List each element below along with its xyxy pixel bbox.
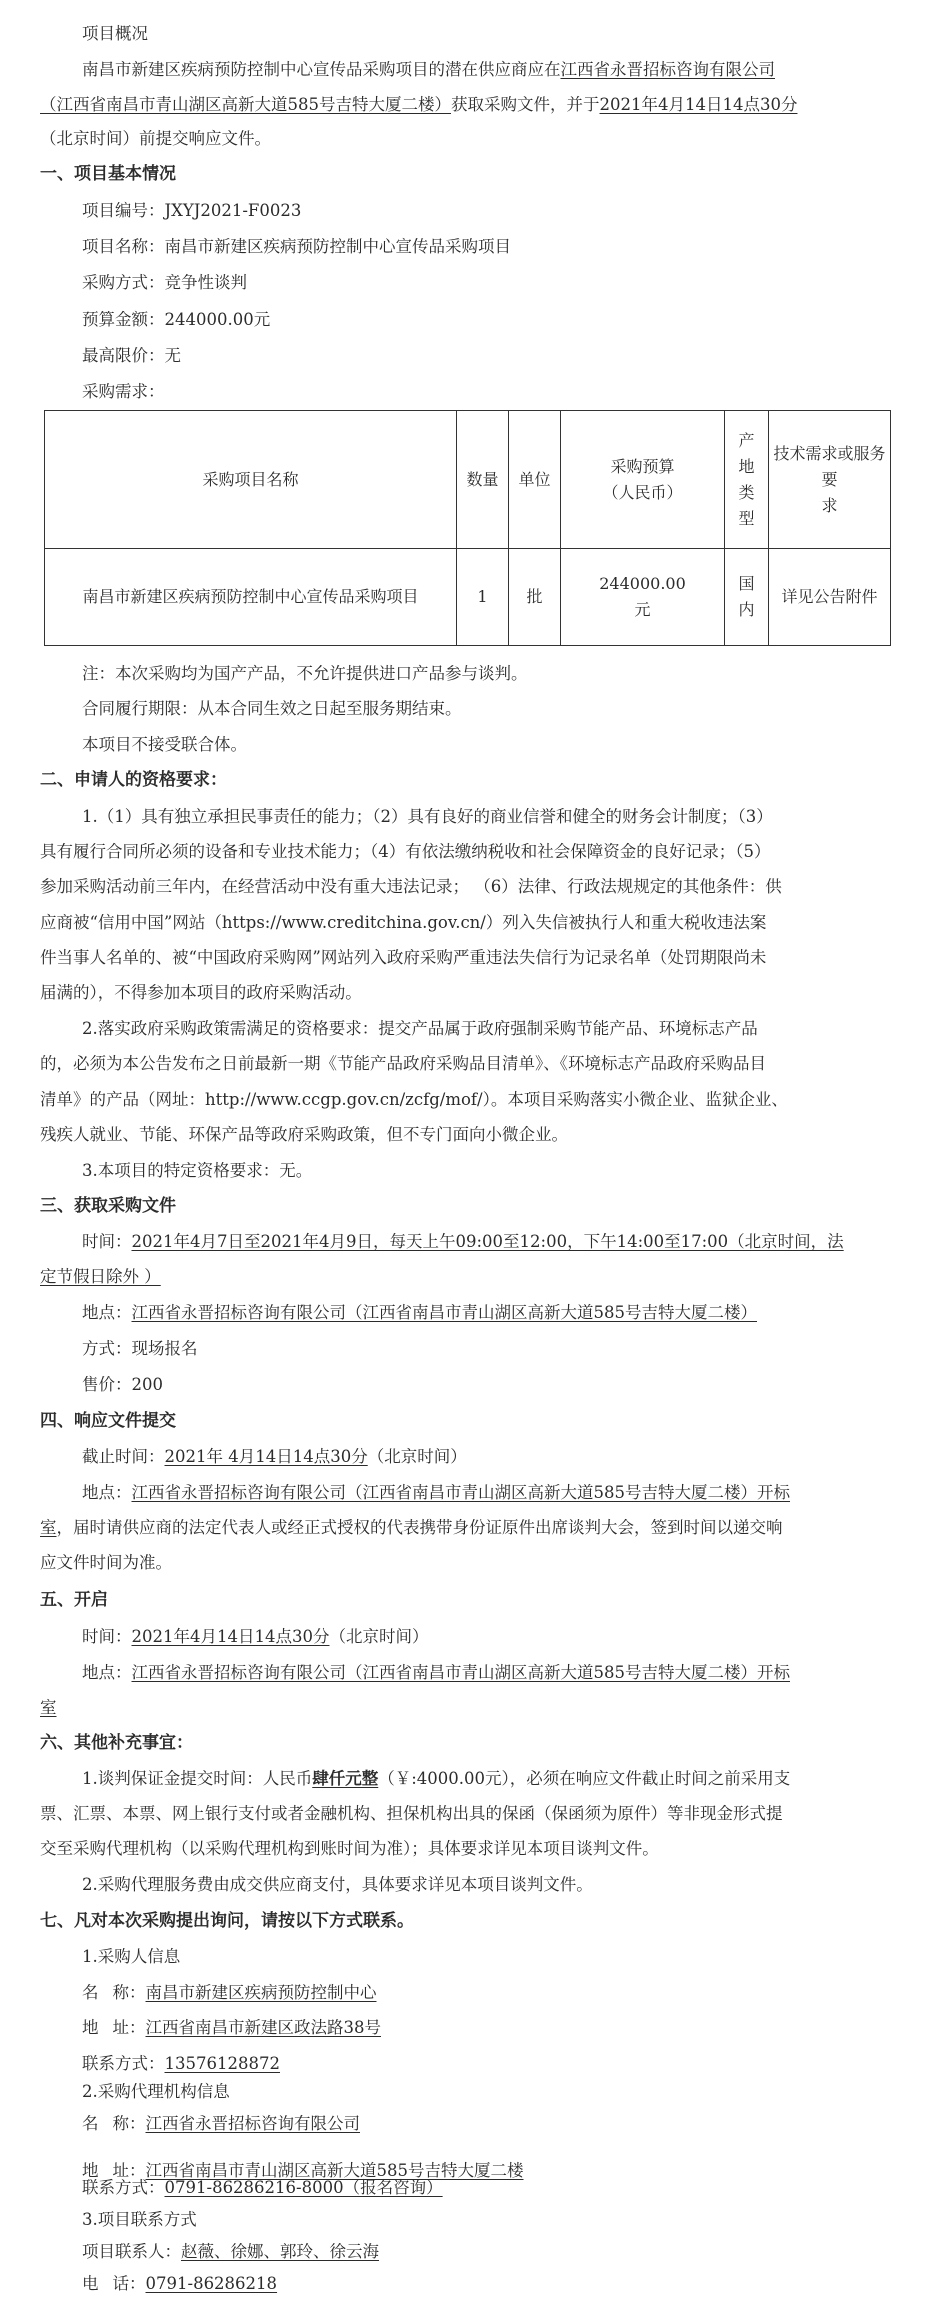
buyer-address: 地址：江西省南昌市新建区政法路38号 [82, 2018, 381, 2037]
note-domestic: 注：本次采购均为国产产品，不允许提供进口产品参与谈判。 [82, 664, 528, 683]
submission-place-line-2: 室，届时请供应商的法定代表人或经正式授权的代表携带身份证原件出席谈判大会，签到时间以递交响 [40, 1518, 783, 1537]
qualification-1-line-6: 届满的），不得参加本项目的政府采购活动。 [40, 983, 362, 1002]
obtain-time-line-1: 时间：2021年4月7日至2021年4月9日，每天上午09:00至12:00，下午14:00至17:00（北京时间，法 [82, 1232, 844, 1251]
obtain-mode: 方式：现场报名 [82, 1339, 198, 1358]
buyer-info-heading: 1.采购人信息 [82, 1947, 181, 1966]
header-origin: 产 地 类 型 [725, 411, 769, 549]
section-5-title: 五、开启 [40, 1590, 108, 1610]
cell-origin: 国 内 [725, 549, 769, 646]
document-price: 售价：200 [82, 1375, 163, 1394]
overview-line-3: （北京时间）前提交响应文件。 [40, 129, 271, 148]
agency-name: 名称：江西省永晋招标咨询有限公司 [82, 2114, 360, 2133]
header-budget: 采购预算 （人民币） [561, 411, 725, 549]
agency-address: 地址：江西省南昌市青山湖区高新大道585号吉特大厦二楼 [82, 2161, 524, 2180]
qualification-1-line-4: 应商被“信用中国”网站（https://www.creditchina.gov.cn/）列入失信被执行人和重大税收违法案 [40, 913, 767, 932]
table-header-row [45, 411, 891, 549]
qualification-2-line-3: 清单》的产品（网址：http://www.ccgp.gov.cn/zcfg/mof/）。本项目采购落实小微企业、监狱企业、 [40, 1090, 788, 1109]
requirement-label: 采购需求： [82, 382, 165, 401]
cell-quantity: 1 [457, 549, 509, 646]
header-unit: 单位 [509, 411, 561, 549]
max-price: 最高限价：无 [82, 346, 181, 365]
project-contacts: 项目联系人：赵薇、徐娜、郭玲、徐云海 [82, 2242, 379, 2261]
obtain-place: 地点：江西省永晋招标咨询有限公司（江西省南昌市青山湖区高新大道585号吉特大厦二楼） [82, 1303, 757, 1322]
cell-item-name: 南昌市新建区疾病预防控制中心宣传品采购项目 [45, 549, 457, 646]
header-item-name: 采购项目名称 [45, 411, 457, 549]
cell-unit: 批 [509, 549, 561, 646]
project-number: 项目编号：JXYJ2021-F0023 [82, 201, 302, 220]
contract-period: 合同履行期限：从本合同生效之日起至服务期结束。 [82, 699, 462, 718]
overview-line-2: （江西省南昌市青山湖区高新大道585号吉特大厦二楼）获取采购文件，并于2021年4月14日14点30分 [40, 95, 798, 114]
deposit-line-2: 票、汇票、本票、网上银行支付或者金融机构、担保机构出具的保函（保函须为原件）等非现金形式提 [40, 1804, 783, 1823]
project-contact-heading: 3.项目联系方式 [82, 2210, 197, 2229]
section-3-title: 三、获取采购文件 [40, 1196, 176, 1216]
cell-tech-requirements: 详见公告附件 [769, 549, 891, 646]
section-6-title: 六、其他补充事宜： [40, 1733, 193, 1753]
procurement-method: 采购方式：竞争性谈判 [82, 273, 247, 292]
submission-place-line-1: 地点：江西省永晋招标咨询有限公司（江西省南昌市青山湖区高新大道585号吉特大厦二楼）开标 [82, 1483, 790, 1502]
section-7-title: 七、凡对本次采购提出询问，请按以下方式联系。 [40, 1911, 414, 1931]
agency-name-link: 江西省永晋招标咨询有限公司 [560, 60, 775, 79]
budget-amount: 预算金额：244000.00元 [82, 310, 271, 329]
project-phone: 电话：0791-86286218 [82, 2274, 278, 2293]
agency-address: （江西省南昌市青山湖区高新大道585号吉特大厦二楼） [40, 95, 451, 114]
obtain-time-line-2: 定节假日除外 ） [40, 1267, 161, 1286]
submission-deadline: 截止时间：2021年 4月14日14点30分（北京时间） [82, 1447, 467, 1466]
section-2-title: 二、申请人的资格要求： [40, 770, 227, 790]
deposit-amount: 肆仟元整 [312, 1769, 379, 1788]
qualification-1-line-3: 参加采购活动前三年内，在经营活动中没有重大违法记录； （6）法律、行政法规规定的其他条件：供 [40, 877, 782, 896]
project-name: 项目名称：南昌市新建区疾病预防控制中心宣传品采购项目 [82, 237, 511, 256]
cell-budget: 244000.00 元 [561, 549, 725, 646]
qualification-1-line-1: 1.（1）具有独立承担民事责任的能力；（2）具有良好的商业信誉和健全的财务会计制度；（3） [82, 807, 773, 826]
qualification-3: 3.本项目的特定资格要求：无。 [82, 1161, 313, 1180]
overview-line-1: 南昌市新建区疾病预防控制中心宣传品采购项目的潜在供应商应在江西省永晋招标咨询有限公司 [82, 60, 775, 79]
section-1-title: 一、项目基本情况 [40, 164, 176, 184]
table-row [45, 549, 891, 646]
consortium-note: 本项目不接受联合体。 [82, 735, 247, 754]
service-fee: 2.采购代理服务费由成交供应商支付，具体要求详见本项目谈判文件。 [82, 1875, 593, 1894]
header-tech-requirements: 技术需求或服务要 求 [769, 411, 891, 549]
buyer-name: 名称：南昌市新建区疾病预防控制中心 [82, 1983, 377, 2002]
qualification-2-line-2: 的，必须为本公告发布之日前最新一期《节能产品政府采购品目清单》、《环境标志产品政府采购品目 [40, 1054, 766, 1073]
submission-place-line-3: 应文件时间为准。 [40, 1553, 172, 1572]
qualification-2-line-1: 2.落实政府采购政策需满足的资格要求：提交产品属于政府强制采购节能产品、环境标志产品 [82, 1019, 758, 1038]
requirements-table [44, 410, 891, 646]
qualification-2-line-4: 残疾人就业、节能、环保产品等政府采购政策，但不专门面向小微企业。 [40, 1125, 568, 1144]
agency-info-heading: 2.采购代理机构信息 [82, 2082, 230, 2101]
qualification-1-line-5: 件当事人名单的、被“中国政府采购网”网站列入政府采购严重违法失信行为记录名单（处罚期限尚未 [40, 948, 767, 967]
opening-place-line-1: 地点：江西省永晋招标咨询有限公司（江西省南昌市青山湖区高新大道585号吉特大厦二楼）开标 [82, 1663, 790, 1682]
qualification-1-line-2: 具有履行合同所必须的设备和专业技术能力；（4）有依法缴纳税收和社会保障资金的良好记录；（5） [40, 842, 771, 861]
buyer-contact: 联系方式：13576128872 [82, 2054, 280, 2073]
opening-place-line-2: 室 [40, 1698, 57, 1717]
deadline-date: 2021年4月14日14点30分 [599, 95, 798, 114]
section-4-title: 四、响应文件提交 [40, 1411, 176, 1431]
agency-contact: 联系方式：0791-86286216-8000（报名咨询） [82, 2178, 443, 2197]
deposit-line-3: 交至采购代理机构（以采购代理机构到账时间为准）；具体要求详见本项目谈判文件。 [40, 1839, 659, 1858]
overview-heading: 项目概况 [82, 24, 148, 43]
header-quantity: 数量 [457, 411, 509, 549]
deposit-line-1: 1.谈判保证金提交时间：人民币肆仟元整（￥:4000.00元），必须在响应文件截止时间之前采用支 [82, 1769, 791, 1788]
opening-time: 时间：2021年4月14日14点30分（北京时间） [82, 1627, 429, 1646]
